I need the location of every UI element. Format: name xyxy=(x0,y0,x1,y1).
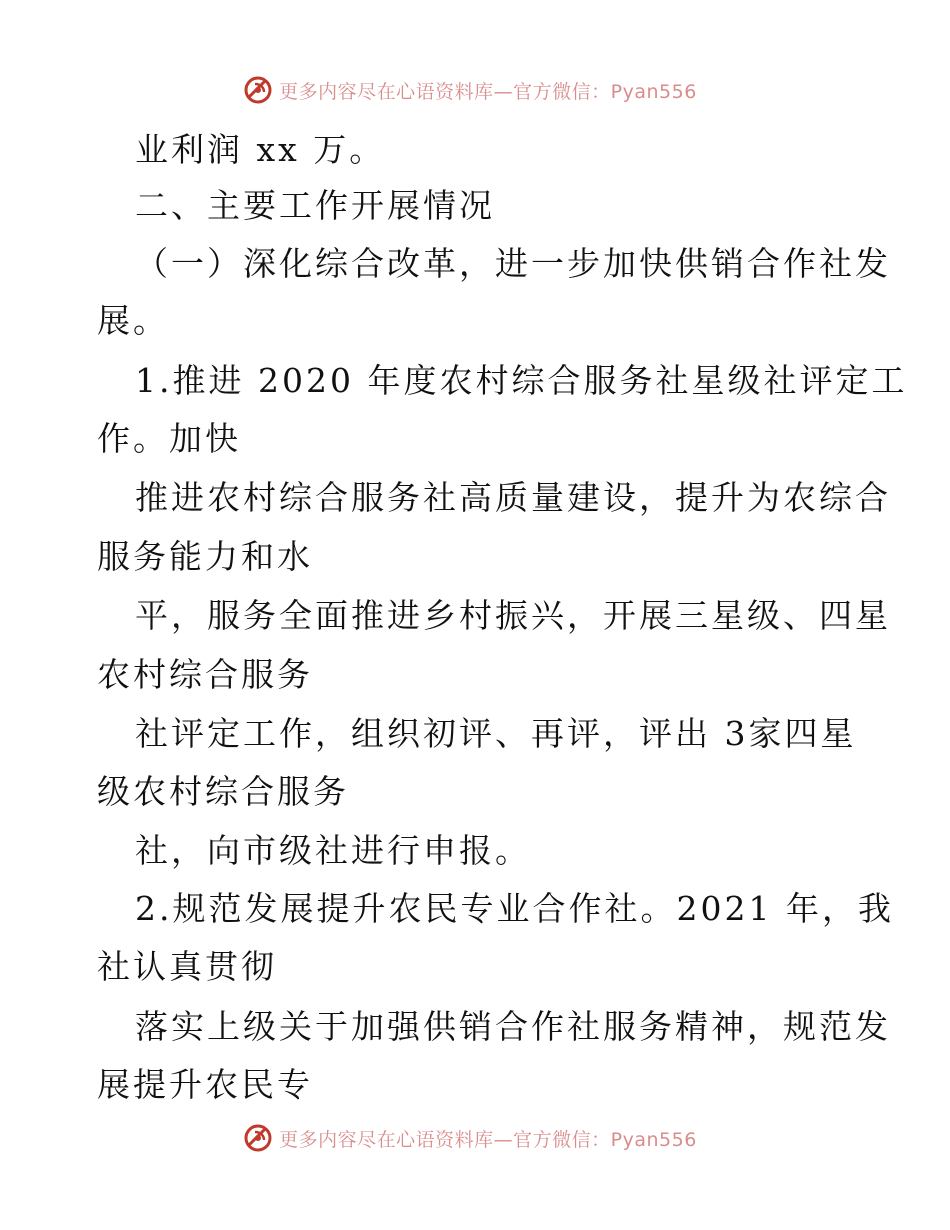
header-watermark-text: 更多内容尽在心语资料库—官方微信：Pyan556 xyxy=(279,80,697,103)
text-line: 服务能力和水 xyxy=(97,537,313,576)
text-line: 农村综合服务 xyxy=(97,655,313,694)
text-line: 展。 xyxy=(97,301,169,340)
text-line: 平，服务全面推进乡村振兴，开展三星级、四星 xyxy=(135,596,891,635)
text-line: 落实上级关于加强供销合作社服务精神，规范发 xyxy=(135,1007,891,1046)
header-watermark xyxy=(0,70,950,110)
footer-watermark xyxy=(0,1118,950,1158)
red-seal-logo-icon xyxy=(243,1123,273,1153)
text-line: 展提升农民专 xyxy=(97,1065,313,1104)
text-line: 1.推进 2020 年度农村综合服务社星级社评定工 xyxy=(135,361,908,400)
text-line: 二、主要工作开展情况 xyxy=(135,186,495,225)
text-line: 推进农村综合服务社高质量建设，提升为农综合 xyxy=(135,478,891,517)
text-line: 业利润 xx 万。 xyxy=(135,130,386,169)
red-seal-logo-icon xyxy=(243,75,273,105)
text-line: 社评定工作，组织初评、再评，评出 3家四星 xyxy=(135,714,857,753)
footer-watermark-content xyxy=(243,1123,697,1153)
text-line: 级农村综合服务 xyxy=(97,772,349,811)
text-line: 社，向市级社进行申报。 xyxy=(135,831,531,870)
header-watermark-content xyxy=(243,75,697,105)
text-line: 作。加快 xyxy=(97,419,241,458)
text-line: （一）深化综合改革，进一步加快供销合作社发 xyxy=(135,244,891,283)
text-line: 2.规范发展提升农民专业合作社。2021 年，我 xyxy=(135,889,894,928)
footer-watermark-text: 更多内容尽在心语资料库—官方微信：Pyan556 xyxy=(279,1128,697,1151)
text-line: 社认真贯彻 xyxy=(97,947,277,986)
